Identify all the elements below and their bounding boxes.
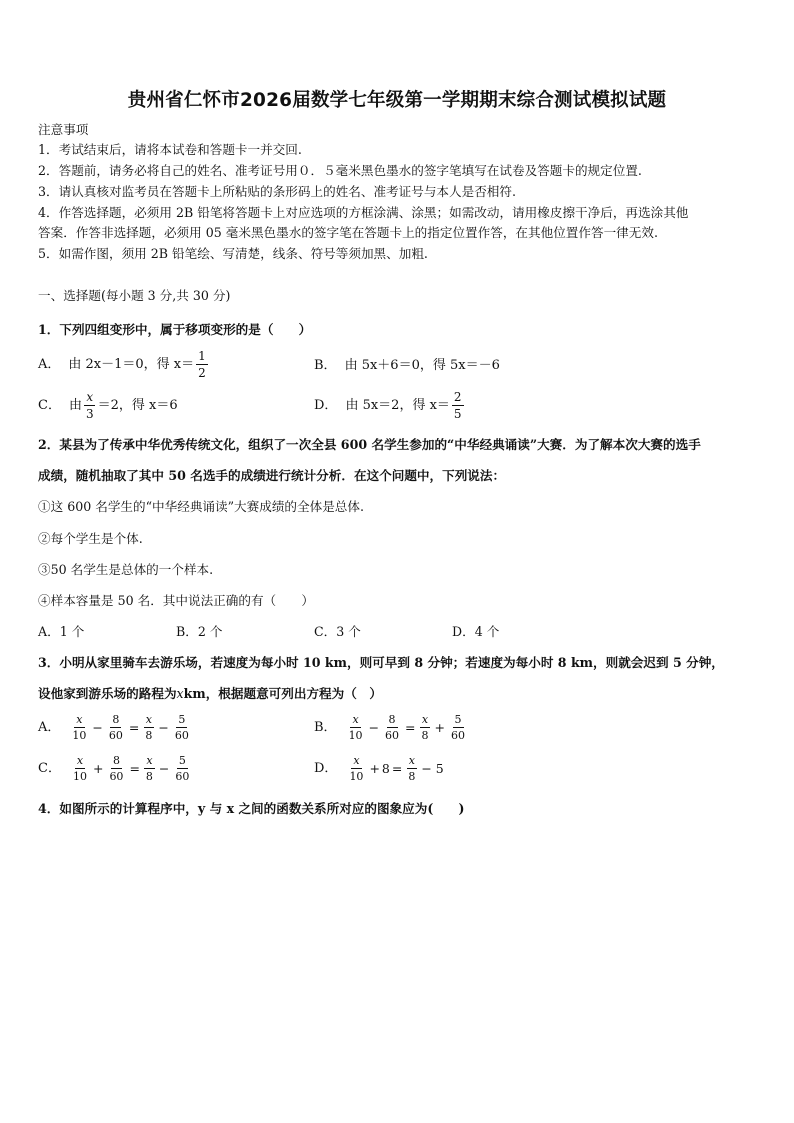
equation xyxy=(345,714,469,741)
equation xyxy=(69,755,193,782)
numerator: 5 xyxy=(454,713,462,726)
equation xyxy=(345,755,445,782)
section-heading: 一、选择题(每小题 3 分,共 30 分) xyxy=(38,288,231,303)
question-3-stem xyxy=(38,685,382,703)
notice-item: 答案．作答非选择题，必须用 05 毫米黑色墨水的签字笔在答题卡上的指定位置作答，在其他位置作答一律无效. xyxy=(38,225,658,240)
fraction xyxy=(196,350,208,379)
denominator: 3 xyxy=(85,407,94,421)
fraction xyxy=(173,755,191,782)
operator: = xyxy=(129,760,140,776)
notice-heading: 注意事项 xyxy=(38,122,89,137)
q2-option-d[interactable]: D．4 个 xyxy=(452,624,500,639)
denominator: 60 xyxy=(175,770,190,783)
fraction xyxy=(84,391,96,420)
statement: ③50 名学生是总体的一个样本. xyxy=(38,562,214,577)
option-text: 由 5x＋6＝0，得 5x＝－6 xyxy=(344,358,500,373)
q3-option-d[interactable] xyxy=(314,755,446,782)
numerator: x xyxy=(146,754,153,767)
denominator: 5 xyxy=(453,407,462,421)
statement: ②每个学生是个体. xyxy=(38,531,143,546)
denominator: 2 xyxy=(198,366,206,380)
fraction xyxy=(449,714,467,741)
stem-text: km，根据题意可列出方程为（ ） xyxy=(183,686,383,701)
numerator: x xyxy=(76,754,84,767)
denominator: 8 xyxy=(145,770,153,783)
denominator: 10 xyxy=(72,729,87,742)
q1-option-b[interactable] xyxy=(314,357,500,375)
equation xyxy=(68,714,192,741)
fraction xyxy=(173,714,191,741)
denominator: 10 xyxy=(72,770,87,783)
numerator: x xyxy=(408,754,415,767)
notice-item: 2．答题前，请务必将自己的姓名、准考证号用０．５毫米黑色墨水的签字笔填写在试卷及答题卡的规定位置. xyxy=(38,163,642,178)
operator: + xyxy=(369,760,380,776)
operator: + xyxy=(434,719,446,735)
numerator: x xyxy=(76,713,83,726)
option-label: D． xyxy=(314,760,338,776)
option-label: B． xyxy=(314,358,337,373)
denominator: 60 xyxy=(109,770,124,783)
option-text: ＝2，得 x＝6 xyxy=(97,397,178,413)
q2-option-a[interactable]: A．1 个 xyxy=(38,624,85,639)
term: − 5 xyxy=(421,760,444,776)
q3-option-b[interactable] xyxy=(314,714,469,741)
question-2-stem: 2．某县为了传承中华优秀传统文化，组织了一次全县 600 名学生参加的“中华经典诵读”大赛．为了解本次大赛的选手 xyxy=(38,437,701,452)
question-1-stem: 1．下列四组变形中，属于移项变形的是（ ） xyxy=(38,322,312,337)
statement: ④样本容量是 50 名．其中说法正确的有（ ） xyxy=(38,593,314,608)
operator: − xyxy=(368,719,380,735)
option-text: 由 2x－1＝0，得 x＝ xyxy=(68,356,195,372)
numerator: 5 xyxy=(178,713,186,726)
fraction xyxy=(144,755,155,782)
q1-option-d[interactable] xyxy=(314,391,466,420)
numerator: 8 xyxy=(388,713,396,726)
fraction xyxy=(383,714,401,741)
fraction xyxy=(107,755,125,782)
term: 8 xyxy=(381,760,390,776)
variable: x xyxy=(176,686,184,701)
numerator: 5 xyxy=(178,754,186,767)
q1-option-a[interactable] xyxy=(38,350,210,379)
notice-item: 3．请认真核对监考员在答题卡上所粘贴的条形码上的姓名、准考证号与本人是否相符. xyxy=(38,184,516,199)
numerator: 8 xyxy=(112,754,120,767)
statement: ①这 600 名学生的“中华经典诵读”大赛成绩的全体是总体. xyxy=(38,499,364,514)
option-label: D． xyxy=(314,397,338,413)
page-title: 贵州省仁怀市2026届数学七年级第一学期期末综合测试模拟试题 xyxy=(127,90,667,111)
option-label: B． xyxy=(314,719,337,735)
option-text: 由 xyxy=(68,397,82,413)
numerator: x xyxy=(421,713,429,726)
notice-item: 4．作答选择题，必须用 2B 铅笔将答题卡上对应选项的方框涂满、涂黑；如需改动，请用橡皮擦干净后，再选涂其他 xyxy=(38,205,689,220)
question-4-stem: 4．如图所示的计算程序中，y 与 x 之间的函数关系所对应的图象应为( ) xyxy=(38,801,465,816)
fraction xyxy=(347,714,365,741)
fraction xyxy=(143,714,154,741)
denominator: 60 xyxy=(108,729,123,742)
denominator: 60 xyxy=(451,729,466,742)
denominator: 8 xyxy=(408,770,416,783)
fraction xyxy=(71,755,89,782)
option-label: C． xyxy=(38,760,61,776)
denominator: 8 xyxy=(145,729,153,742)
numerator: 8 xyxy=(112,713,120,726)
q1-option-c[interactable] xyxy=(38,391,178,420)
option-label: A． xyxy=(38,356,61,372)
fraction xyxy=(452,391,464,420)
fraction xyxy=(420,714,431,741)
denominator: 60 xyxy=(174,729,189,742)
numerator: x xyxy=(145,713,152,726)
numerator: 2 xyxy=(453,390,462,404)
operator: = xyxy=(128,719,140,735)
notice-item: 5．如需作图，须用 2B 铅笔绘、写清楚，线条、符号等须加黑、加粗. xyxy=(38,246,428,261)
question-3-stem: 3．小明从家里骑车去游乐场，若速度为每小时 10 km，则可早到 8 分钟；若速度为每小时 8 km，则就会迟到 5 分钟， xyxy=(38,655,724,670)
operator: + xyxy=(92,760,104,776)
operator: − xyxy=(158,760,170,776)
q2-option-c[interactable]: C．3 个 xyxy=(314,624,361,639)
numerator: x xyxy=(352,713,359,726)
operator: − xyxy=(92,719,103,735)
option-label: A． xyxy=(38,719,61,735)
notice-item: 1．考试结束后，请将本试卷和答题卡一并交回. xyxy=(38,142,302,157)
q3-option-c[interactable] xyxy=(38,755,193,782)
numerator: x xyxy=(86,390,94,404)
numerator: x xyxy=(353,754,360,767)
fraction xyxy=(107,714,125,741)
q3-option-a[interactable] xyxy=(38,714,193,741)
operator: − xyxy=(158,719,169,735)
stem-text: 设他家到游乐场的路程为 xyxy=(38,686,177,701)
denominator: 10 xyxy=(349,770,364,783)
fraction xyxy=(406,755,417,782)
operator: = xyxy=(405,719,416,735)
option-label: C． xyxy=(38,397,61,413)
denominator: 10 xyxy=(348,729,363,742)
denominator: 8 xyxy=(421,729,429,742)
fraction xyxy=(347,755,365,782)
question-2-stem: 成绩，随机抽取了其中 50 名选手的成绩进行统计分析．在这个问题中，下列说法： xyxy=(38,468,506,483)
fraction xyxy=(70,714,88,741)
numerator: 1 xyxy=(198,349,206,363)
denominator: 60 xyxy=(385,729,400,742)
option-text: 由 5x＝2，得 x＝ xyxy=(345,397,450,413)
q2-option-b[interactable]: B．2 个 xyxy=(176,624,223,639)
operator: = xyxy=(391,760,403,776)
